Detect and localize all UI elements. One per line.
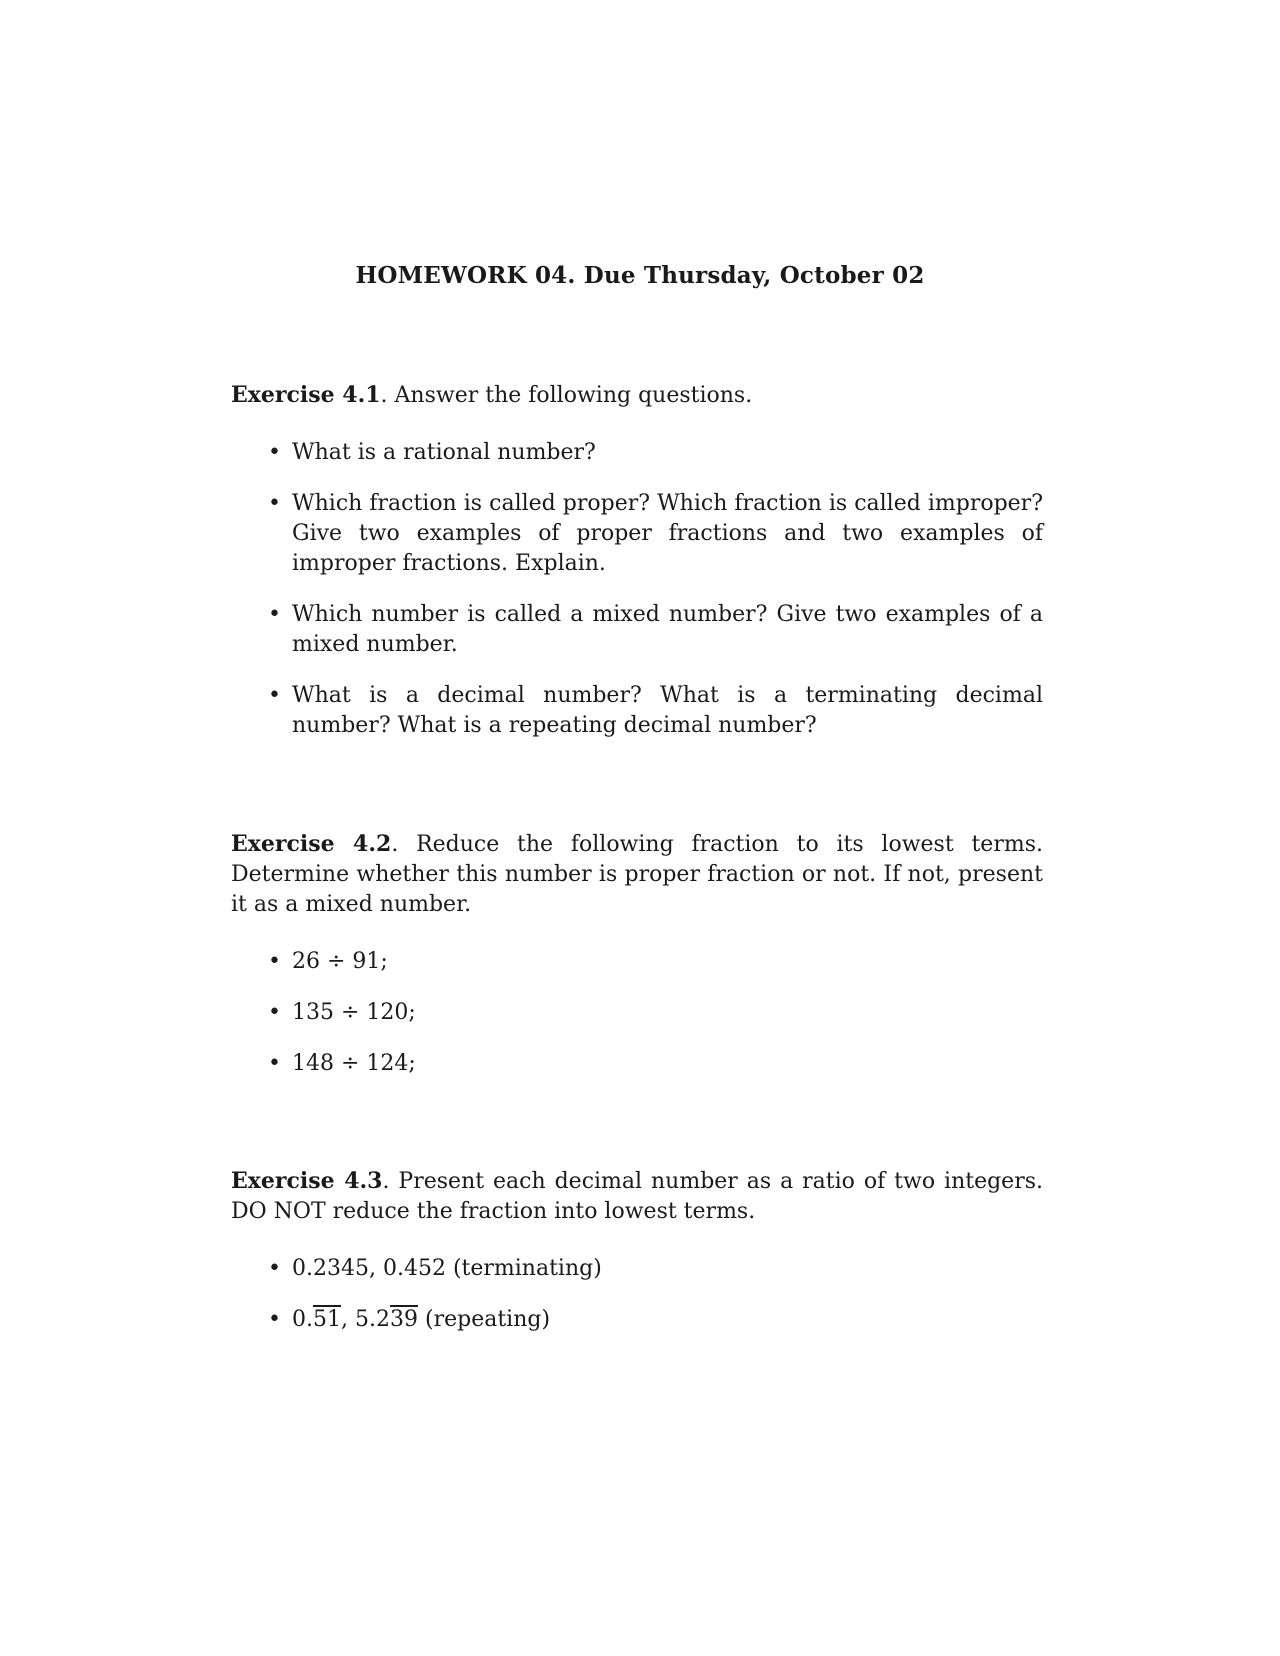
problem-list xyxy=(231,1254,1043,1335)
list-item xyxy=(231,489,1043,579)
list-item-text: 135 ÷ 120; xyxy=(292,1000,416,1025)
list-item-text: Which fraction is called proper? Which fraction is called improper? Give two examples of proper fractions and two examples of improper fractions. Explain. xyxy=(292,491,1043,576)
list-item-text: What is a decimal number? What is a terminating decimal number? What is a repeating decimal number? xyxy=(292,683,1043,738)
bullet-icon: • xyxy=(268,949,281,974)
repeating-decimals xyxy=(292,1307,550,1332)
decimal-prefix: 0. xyxy=(292,1307,313,1332)
list-item-text: 0.2345, 0.452 (terminating) xyxy=(292,1256,602,1281)
list-item-text: 148 ÷ 124; xyxy=(292,1051,416,1076)
repeating-digits: 39 xyxy=(390,1307,418,1332)
bullet-icon: • xyxy=(268,1051,281,1076)
exercise-label: Exercise 4.3 xyxy=(231,1168,383,1194)
list-item xyxy=(231,1049,1043,1079)
bullet-icon: • xyxy=(268,683,281,708)
exercise-4-3 xyxy=(231,1166,1043,1356)
bullet-icon: • xyxy=(268,1000,281,1025)
bullet-icon: • xyxy=(268,1256,281,1281)
bullet-icon: • xyxy=(268,602,281,627)
list-item-text: What is a rational number? xyxy=(292,440,596,465)
list-item xyxy=(231,1254,1043,1284)
item-suffix: (repeating) xyxy=(418,1307,551,1332)
exercise-intro: . Reduce the following fraction to its lowest terms. Determine whether this number is proper fraction or not. If not, present it as a mixed number. xyxy=(231,832,1043,917)
exercise-4-2 xyxy=(231,829,1043,1100)
exercise-heading xyxy=(231,1166,1043,1227)
list-item xyxy=(231,947,1043,977)
list-item xyxy=(231,998,1043,1028)
exercise-intro: . Answer the following questions. xyxy=(380,383,753,408)
separator: , xyxy=(341,1307,355,1332)
exercise-label: Exercise 4.2 xyxy=(231,831,392,857)
list-item xyxy=(231,600,1043,660)
list-item-text: Which number is called a mixed number? Give two examples of a mixed number. xyxy=(292,602,1043,657)
homework-title: HOMEWORK 04. Due Thursday, October 02 xyxy=(355,262,925,289)
question-list xyxy=(231,438,1043,741)
exercise-4-1 xyxy=(231,380,1043,762)
list-item-text: 26 ÷ 91; xyxy=(292,949,388,974)
bullet-icon: • xyxy=(268,1307,281,1332)
list-item xyxy=(231,438,1043,468)
exercise-heading xyxy=(231,380,1043,411)
decimal-prefix: 5.2 xyxy=(355,1307,390,1332)
bullet-icon: • xyxy=(268,491,281,516)
problem-list xyxy=(231,947,1043,1079)
bullet-icon: • xyxy=(268,440,281,465)
exercise-heading xyxy=(231,829,1043,920)
list-item xyxy=(231,1305,1043,1335)
exercise-label: Exercise 4.1 xyxy=(231,382,381,408)
list-item xyxy=(231,681,1043,741)
exercise-intro: . Present each decimal number as a ratio of two integers. DO NOT reduce the fraction into lowest terms. xyxy=(231,1169,1043,1224)
repeating-digits: 51 xyxy=(313,1307,341,1332)
